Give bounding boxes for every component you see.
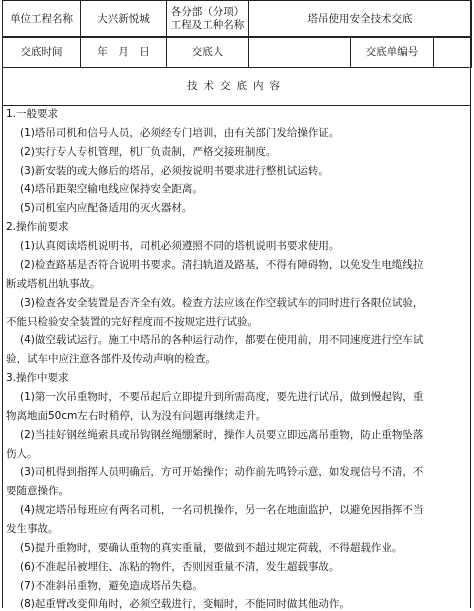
content-line: (5)司机室内应配备适用的灭火器材。: [20, 202, 193, 214]
content-line: (5)提升重物时，要确认重物的真实重量，要做到不超过规定荷载，不得超载作业。: [20, 542, 403, 554]
content-line: (8)起重臂改变仰角时，必须空载进行，变幅时，不能同时做其他动作。: [20, 598, 350, 610]
content-line: (1)塔吊司机和信号人员，必须经专门培训，由有关部门发给操作证。: [20, 127, 340, 139]
content-line: (4)规定塔吊每班应有两名司机，一名司机操作，另一名在地面监护，以避免因指挥不当: [20, 504, 424, 516]
subproject-label: 各分部（分项）工程及工种名称: [167, 1, 249, 38]
content-line: 物离地面50cm左右时稍停，认为没有问题再继续走升。: [6, 410, 267, 422]
content-line: (7)不准斜吊重物，避免造成塔吊失稳。: [20, 580, 203, 592]
project-value: 大兴新悦城: [81, 1, 167, 38]
content-line: (4)塔吊距架空输电线应保持安全距离。: [20, 183, 203, 195]
section-title: 技术交底内容: [2, 67, 471, 106]
content-line: (1)第一次吊重物时，不要吊起后立即提升到所需高度，要先进行试吊，做到慢起钩，重: [20, 391, 424, 403]
content-line: (3)检查各安全装置是否齐全有效。检查方法应该在作空载试车的同时进行各限位试验，: [20, 297, 424, 309]
content-line: (3)新安装的或大修后的塔吊，必须按说明书要求进行整机试运转。: [20, 165, 329, 177]
content-line: (3)司机得到指挥人员明确后，方可开始操作；动作前先鸣铃示意，如发现信号不清，不: [20, 466, 424, 478]
person-label: 交底人: [167, 37, 249, 68]
person-value: [249, 37, 351, 68]
header-table: [2, 0, 472, 38]
content-line: 要随意操作。: [6, 485, 69, 497]
project-label: 单位工程名称: [3, 1, 81, 38]
content-line: (1)认真阅读塔机说明书，司机必须遵照不同的塔机说明书要求使用。: [20, 240, 340, 252]
content-line: 伤人。: [6, 448, 38, 460]
subproject-value: 塔吊使用安全技术交底: [249, 1, 472, 38]
content-line: (2)检查路基是否符合说明书要求。清扫轨道及路基，不得有障碍物，以免发生电缆线拉: [20, 259, 424, 271]
heading-during-operation: 3.操作中要求: [6, 372, 69, 384]
content-line: (2)实行专人专机管理，机厂负责制，严格交接班制度。: [20, 146, 277, 158]
date-value: 年 月 日: [81, 37, 167, 68]
date-label: 交底时间: [3, 37, 81, 68]
content-line: (4)做空载试运行。施工中塔吊的各种运行动作，都要在使用前，用不同速度进行空车试: [20, 334, 424, 346]
heading-before-operation: 2.操作前要求: [6, 221, 69, 233]
content-line: 不能只检验安全装置的完好程度而不按规定进行试验。: [6, 316, 258, 328]
header-table-row2: [2, 36, 472, 68]
heading-general: 1.一般要求: [6, 108, 59, 120]
content-line: 验，试车中应注意各部件及传动声响的检查。: [6, 353, 216, 365]
content-line: 断或塔机出轨事故。: [6, 278, 101, 290]
content-line: 发生事故。: [6, 523, 59, 535]
number-value: [434, 37, 472, 68]
content-line: (6)不准起吊被埋住、冻粘的物件，否则因重量不清，发生超载事故。: [20, 561, 340, 573]
number-label: 交底单编号: [351, 37, 434, 68]
content-line: (2)当挂好钢丝绳索具或吊钩钢丝绳绷紧时，操作人员要立即远离吊重物，防止重物坠落: [20, 429, 424, 441]
